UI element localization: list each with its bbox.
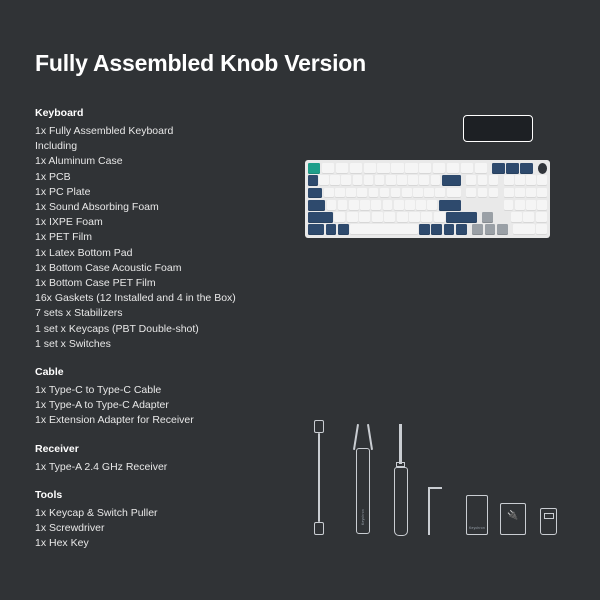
list-item: 1x Type-A 2.4 GHz Receiver (35, 460, 168, 473)
key (338, 200, 348, 211)
puller-arm (367, 424, 373, 450)
key (433, 163, 445, 174)
screwdriver-handle (394, 467, 408, 536)
key (456, 224, 467, 235)
key (536, 224, 547, 235)
puller-body (356, 448, 370, 534)
section-heading: Tools (35, 488, 63, 501)
key (447, 188, 461, 199)
brand-label: Keychron (361, 509, 365, 525)
key (482, 212, 493, 223)
key (442, 175, 461, 186)
key (515, 188, 525, 199)
key (506, 163, 518, 174)
key (504, 188, 514, 199)
usb-icon: 🔌 (507, 510, 519, 520)
key (377, 163, 389, 174)
key (349, 200, 359, 211)
key (461, 163, 473, 174)
key (424, 188, 434, 199)
keyboard-row (308, 163, 547, 174)
list-item: 1 set x Switches (35, 337, 111, 350)
key (326, 224, 337, 235)
key (478, 188, 488, 199)
section-keyboard (35, 106, 325, 352)
key (409, 212, 420, 223)
key (497, 224, 508, 235)
key (322, 163, 334, 174)
section-heading: Receiver (35, 442, 79, 455)
key (504, 200, 514, 211)
key (537, 175, 547, 186)
key (536, 212, 547, 223)
key (405, 163, 417, 174)
key (384, 212, 395, 223)
page-title: Fully Assembled Knob Version (35, 50, 366, 76)
usb-connector-icon (544, 513, 554, 519)
key (413, 188, 423, 199)
key (537, 188, 547, 199)
key (434, 212, 445, 223)
key (427, 200, 437, 211)
section-heading: Keyboard (35, 107, 84, 119)
key (341, 175, 351, 186)
key (537, 200, 547, 211)
key (419, 175, 429, 186)
list-item: 1x Screwdriver (35, 522, 105, 535)
list-item: 1x PCB (35, 170, 71, 183)
section-tools (35, 488, 325, 552)
key (364, 163, 376, 174)
screwdriver-tip (399, 424, 402, 464)
list-item: 1x IXPE Foam (35, 216, 103, 229)
brand-label: Keychron (469, 526, 485, 530)
puller-illustration (352, 424, 374, 534)
key (466, 188, 476, 199)
list-item: 1x Hex Key (35, 537, 89, 550)
key (515, 200, 525, 211)
key (478, 175, 488, 186)
cable-illustration (312, 420, 326, 535)
key (330, 175, 340, 186)
key (372, 212, 383, 223)
key (346, 188, 356, 199)
list-item: 7 sets x Stabilizers (35, 307, 123, 320)
key (327, 200, 337, 211)
key (347, 212, 358, 223)
key (369, 188, 379, 199)
key (397, 212, 408, 223)
key (394, 200, 404, 211)
puller-arm (353, 424, 359, 450)
key (419, 224, 430, 235)
key (308, 163, 320, 174)
key (319, 175, 329, 186)
spacebar-key (350, 224, 417, 235)
key (431, 175, 441, 186)
key (360, 200, 370, 211)
key (504, 175, 514, 186)
key (447, 163, 459, 174)
key (335, 188, 345, 199)
key (515, 175, 525, 186)
keyboard-row (308, 200, 547, 211)
key (386, 175, 396, 186)
keyboard-row (308, 188, 547, 199)
key (338, 224, 349, 235)
key (336, 163, 348, 174)
list-item: 1x Type-A to Type-C Adapter (35, 399, 169, 412)
list-item: 1x Latex Bottom Pad (35, 246, 133, 259)
key (391, 163, 403, 174)
cable-wire (318, 433, 320, 522)
extension-adapter-illustration (466, 495, 488, 535)
list-item: Including (35, 140, 78, 153)
key (526, 200, 536, 211)
key (380, 188, 390, 199)
key (472, 224, 483, 235)
key (520, 163, 532, 174)
list-item: 1x Extension Adapter for Receiver (35, 414, 194, 427)
key (431, 224, 442, 235)
key (408, 175, 418, 186)
list-item: 16x Gaskets (12 Installed and 4 in the Box) (35, 292, 236, 305)
hex-key-short-arm (428, 487, 442, 489)
list-item: 1x Aluminum Case (35, 155, 123, 168)
rotary-knob (538, 163, 547, 174)
keyboard-row (308, 212, 547, 223)
screwdriver-illustration (392, 424, 410, 536)
key (308, 212, 333, 223)
contents-list (35, 106, 325, 564)
key (526, 175, 536, 186)
hex-key-illustration (425, 487, 445, 535)
key (371, 200, 381, 211)
hex-key-long-arm (428, 487, 430, 535)
key (334, 212, 345, 223)
key (308, 224, 324, 235)
list-item: 1x Keycap & Switch Puller (35, 506, 158, 519)
list-item: 1x Bottom Case Acoustic Foam (35, 261, 182, 274)
usb-adapter-illustration (500, 503, 526, 535)
key (446, 212, 476, 223)
list-item: 1x PC Plate (35, 185, 91, 198)
key (397, 175, 407, 186)
key (308, 200, 325, 211)
list-item: 1x Bottom Case PET Film (35, 277, 156, 290)
key (444, 224, 455, 235)
key (402, 188, 412, 199)
receiver-dongle-illustration (540, 508, 557, 535)
key (513, 224, 535, 235)
type-c-plug-icon (314, 420, 324, 433)
key (324, 188, 334, 199)
keyboard-row (308, 175, 547, 186)
keyboard-illustration (305, 160, 550, 238)
key (359, 212, 370, 223)
key (308, 188, 322, 199)
key (526, 188, 536, 199)
key (489, 175, 499, 186)
key (523, 212, 534, 223)
key (405, 200, 415, 211)
key (466, 175, 476, 186)
key (375, 175, 385, 186)
key (308, 175, 318, 186)
key (489, 188, 499, 199)
section-heading: Cable (35, 366, 64, 379)
key (350, 163, 362, 174)
keyboard-row (308, 224, 547, 235)
list-item: 1x Fully Assembled Keyboard (35, 125, 174, 137)
key (391, 188, 401, 199)
list-item: 1x Type-C to Type-C Cable (35, 384, 162, 397)
key (357, 188, 367, 199)
key (353, 175, 363, 186)
section-cable (35, 365, 325, 429)
type-c-plug-icon (314, 522, 324, 535)
key (416, 200, 426, 211)
key (439, 200, 461, 211)
key (419, 163, 431, 174)
list-item: 1 set x Keycaps (PBT Double-shot) (35, 322, 199, 335)
key (511, 212, 522, 223)
key (383, 200, 393, 211)
list-item: 1x Sound Absorbing Foam (35, 201, 159, 214)
key (492, 163, 504, 174)
list-item: 1x PET Film (35, 231, 92, 244)
section-receiver (35, 442, 325, 475)
key (421, 212, 432, 223)
key (485, 224, 496, 235)
key (435, 188, 445, 199)
key (364, 175, 374, 186)
key (475, 163, 487, 174)
knob-module-illustration (463, 115, 533, 142)
